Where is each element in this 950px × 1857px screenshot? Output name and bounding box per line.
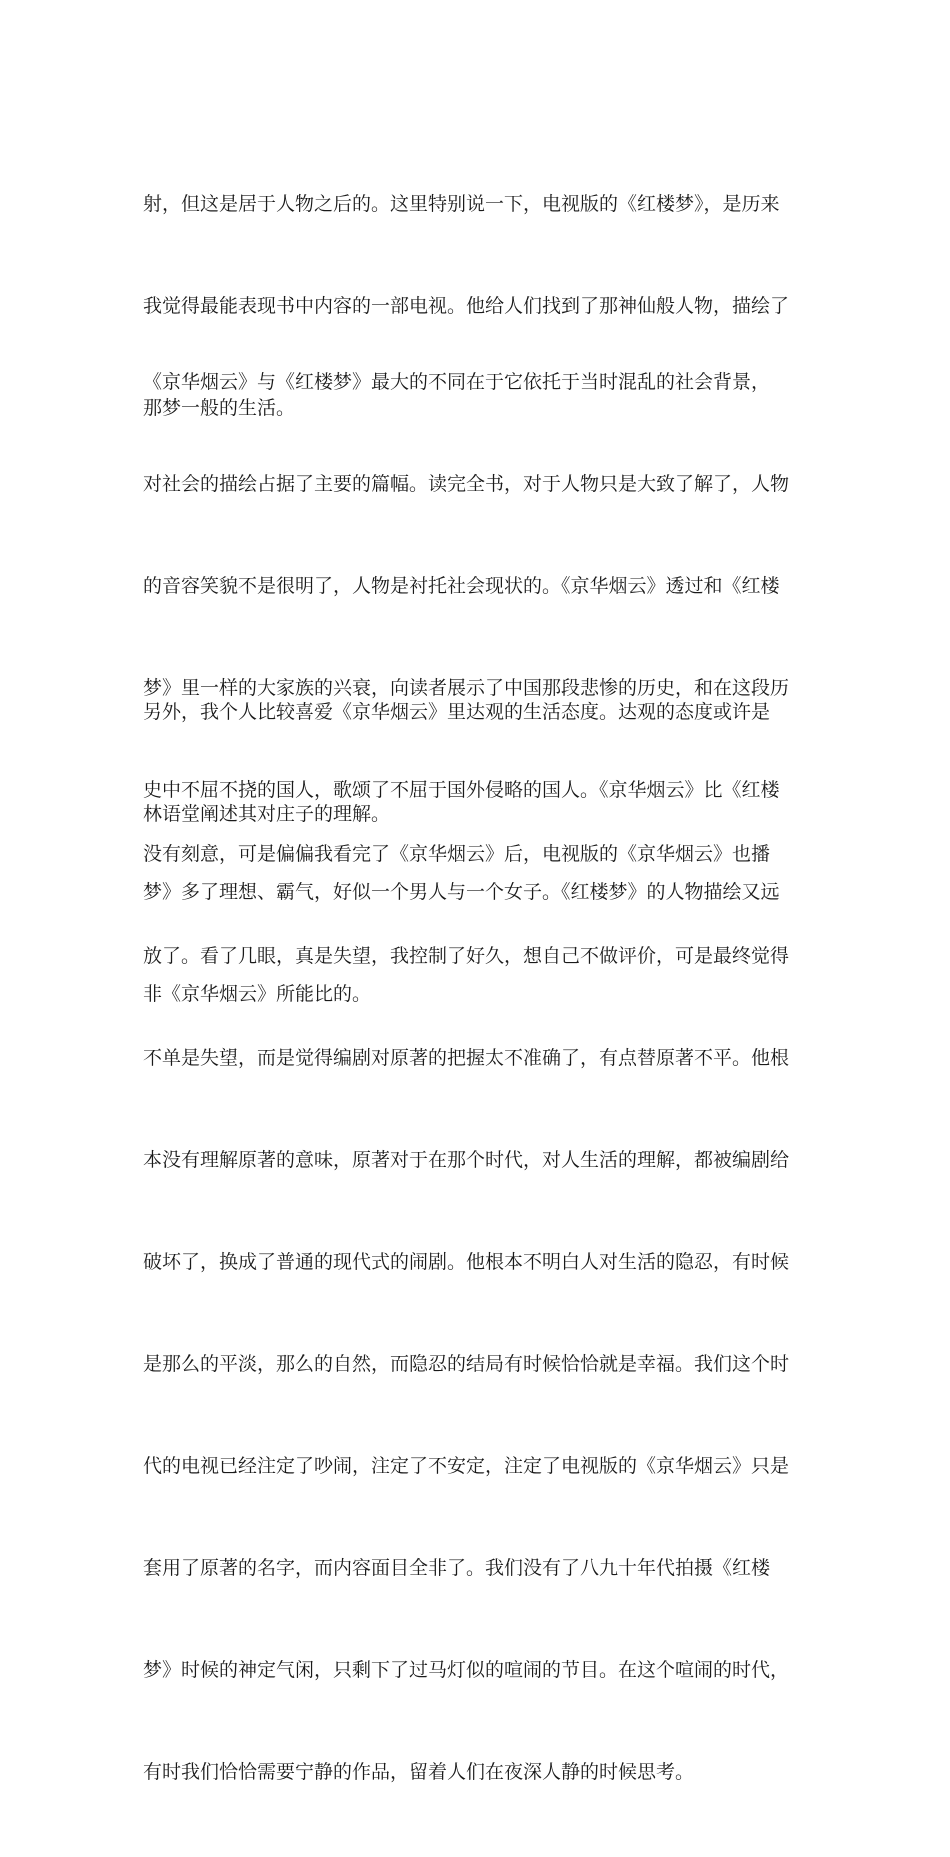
paragraph-line: 是那么的平淡，那么的自然，而隐忍的结局有时候恰恰就是幸福。我们这个时 — [143, 1353, 790, 1375]
paragraph-line: 梦》多了理想、霸气，好似一个男人与一个女子。《红楼梦》的人物描绘又远 — [143, 881, 780, 903]
paragraph-line: 代的电视已经注定了吵闹，注定了不安定，注定了电视版的《京华烟云》只是 — [143, 1455, 790, 1477]
paragraph-line: 史中不屈不挠的国人，歌颂了不屈于国外侵略的国人。《京华烟云》比《红楼 — [143, 779, 780, 801]
paragraph-line: 套用了原著的名字，而内容面目全非了。我们没有了八九十年代拍摄《红楼 — [143, 1557, 771, 1579]
paragraph-line: 放了。看了几眼，真是失望，我控制了好久，想自己不做评价，可是最终觉得 — [143, 945, 790, 967]
paragraph-line: 林语堂阐述其对庄子的理解。 — [143, 803, 391, 825]
paragraph-line: 《京华烟云》与《红楼梦》最大的不同在于它依托于当时混乱的社会背景， — [143, 371, 771, 393]
paragraph-line: 本没有理解原著的意味，原著对于在那个时代，对人生活的理解，都被编剧给 — [143, 1149, 790, 1171]
paragraph-line: 的音容笑貌不是很明了，人物是衬托社会现状的。《京华烟云》透过和《红楼 — [143, 575, 780, 597]
paragraph-line: 梦》里一样的大家族的兴衰，向读者展示了中国那段悲惨的历史，和在这段历 — [143, 677, 790, 699]
paragraph-4 — [143, 769, 803, 1857]
paragraph-line: 有时我们恰恰需要宁静的作品，留着人们在夜深人静的时候思考。 — [143, 1761, 695, 1783]
paragraph-line: 我觉得最能表现书中内容的一部电视。他给人们找到了那神仙般人物，描绘了 — [143, 295, 790, 317]
paragraph-line: 另外，我个人比较喜爱《京华烟云》里达观的生活态度。达观的态度或许是 — [143, 701, 771, 723]
paragraph-line: 非《京华烟云》所能比的。 — [143, 983, 372, 1005]
paragraph-line: 那梦一般的生活。 — [143, 397, 296, 419]
paragraph-line: 破坏了，换成了普通的现代式的闹剧。他根本不明白人对生活的隐忍，有时候 — [143, 1251, 790, 1273]
paragraph-line: 对社会的描绘占据了主要的篇幅。读完全书，对于人物只是大致了解了，人物 — [143, 473, 790, 495]
paragraph-line: 不单是失望，而是觉得编剧对原著的把握太不准确了，有点替原著不平。他根 — [143, 1047, 790, 1069]
paragraph-line: 射，但这是居于人物之后的。这里特别说一下，电视版的《红楼梦》，是历来 — [143, 193, 780, 215]
paragraph-line: 梦》时候的神定气闲，只剩下了过马灯似的喧闹的节目。在这个喧闹的时代， — [143, 1659, 790, 1681]
paragraph-line: 没有刻意，可是偏偏我看完了《京华烟云》后，电视版的《京华烟云》也播 — [143, 843, 771, 865]
